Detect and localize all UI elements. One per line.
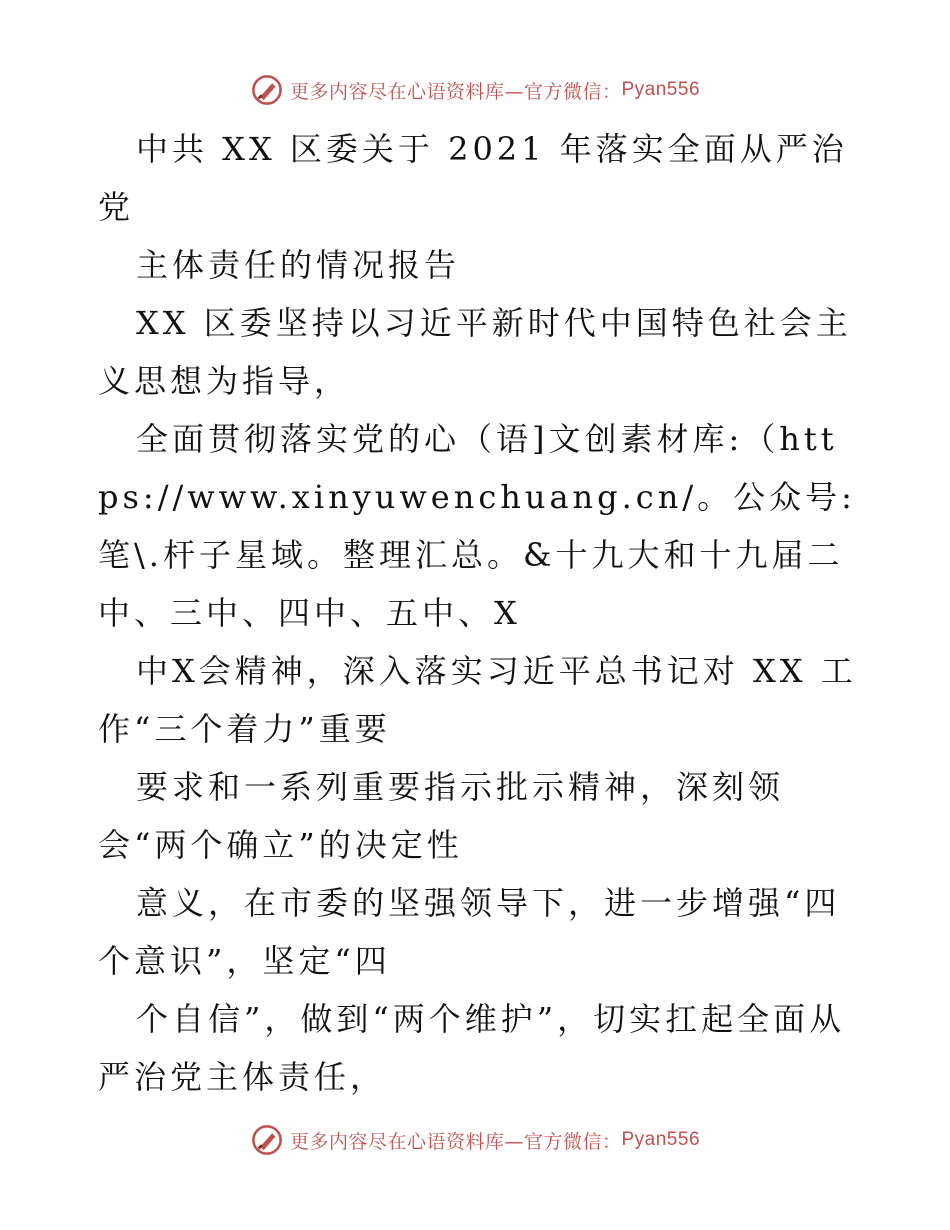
banner-text: 更多内容尽在心语资料库—官方微信： bbox=[289, 80, 622, 103]
paragraph-4: 全面贯彻落实党的心（语]文创素材库:（https://www.xinyuwenchuang.cn/。公众号: 笔\.杆子星域。整理汇总。&十九大和十九届二中、三中、四中、五中、X bbox=[98, 420, 856, 632]
logo-icon bbox=[250, 73, 284, 107]
paragraph-7: 意义，在市委的坚强领导下，进一步增强“四个意识”，坚定“四 bbox=[98, 884, 841, 980]
footer-banner bbox=[0, 1120, 950, 1160]
document-body bbox=[98, 120, 858, 1106]
paragraph-1: 中共 XX 区委关于 2021 年落实全面从严治党 bbox=[98, 130, 848, 226]
banner-text: 更多内容尽在心语资料库—官方微信： bbox=[289, 1130, 622, 1153]
paragraph-8: 个自信”，做到“两个维护”，切实扛起全面从严治党主体责任， bbox=[98, 1000, 846, 1096]
header-banner bbox=[0, 70, 950, 110]
banner-wechat-id: Pyan556 bbox=[621, 1129, 701, 1150]
paragraph-6: 要求和一系列重要指示批示精神，深刻领会“两个确立”的决定性 bbox=[98, 768, 785, 864]
logo-icon bbox=[250, 1123, 284, 1157]
banner-wechat-id: Pyan556 bbox=[621, 79, 701, 100]
paragraph-3: XX 区委坚持以习近平新时代中国特色社会主义思想为指导， bbox=[98, 304, 852, 400]
paragraph-2: 主体责任的情况报告 bbox=[136, 246, 461, 284]
paragraph-5: 中X会精神，深入落实习近平总书记对 XX 工作“三个着力”重要 bbox=[98, 652, 857, 748]
